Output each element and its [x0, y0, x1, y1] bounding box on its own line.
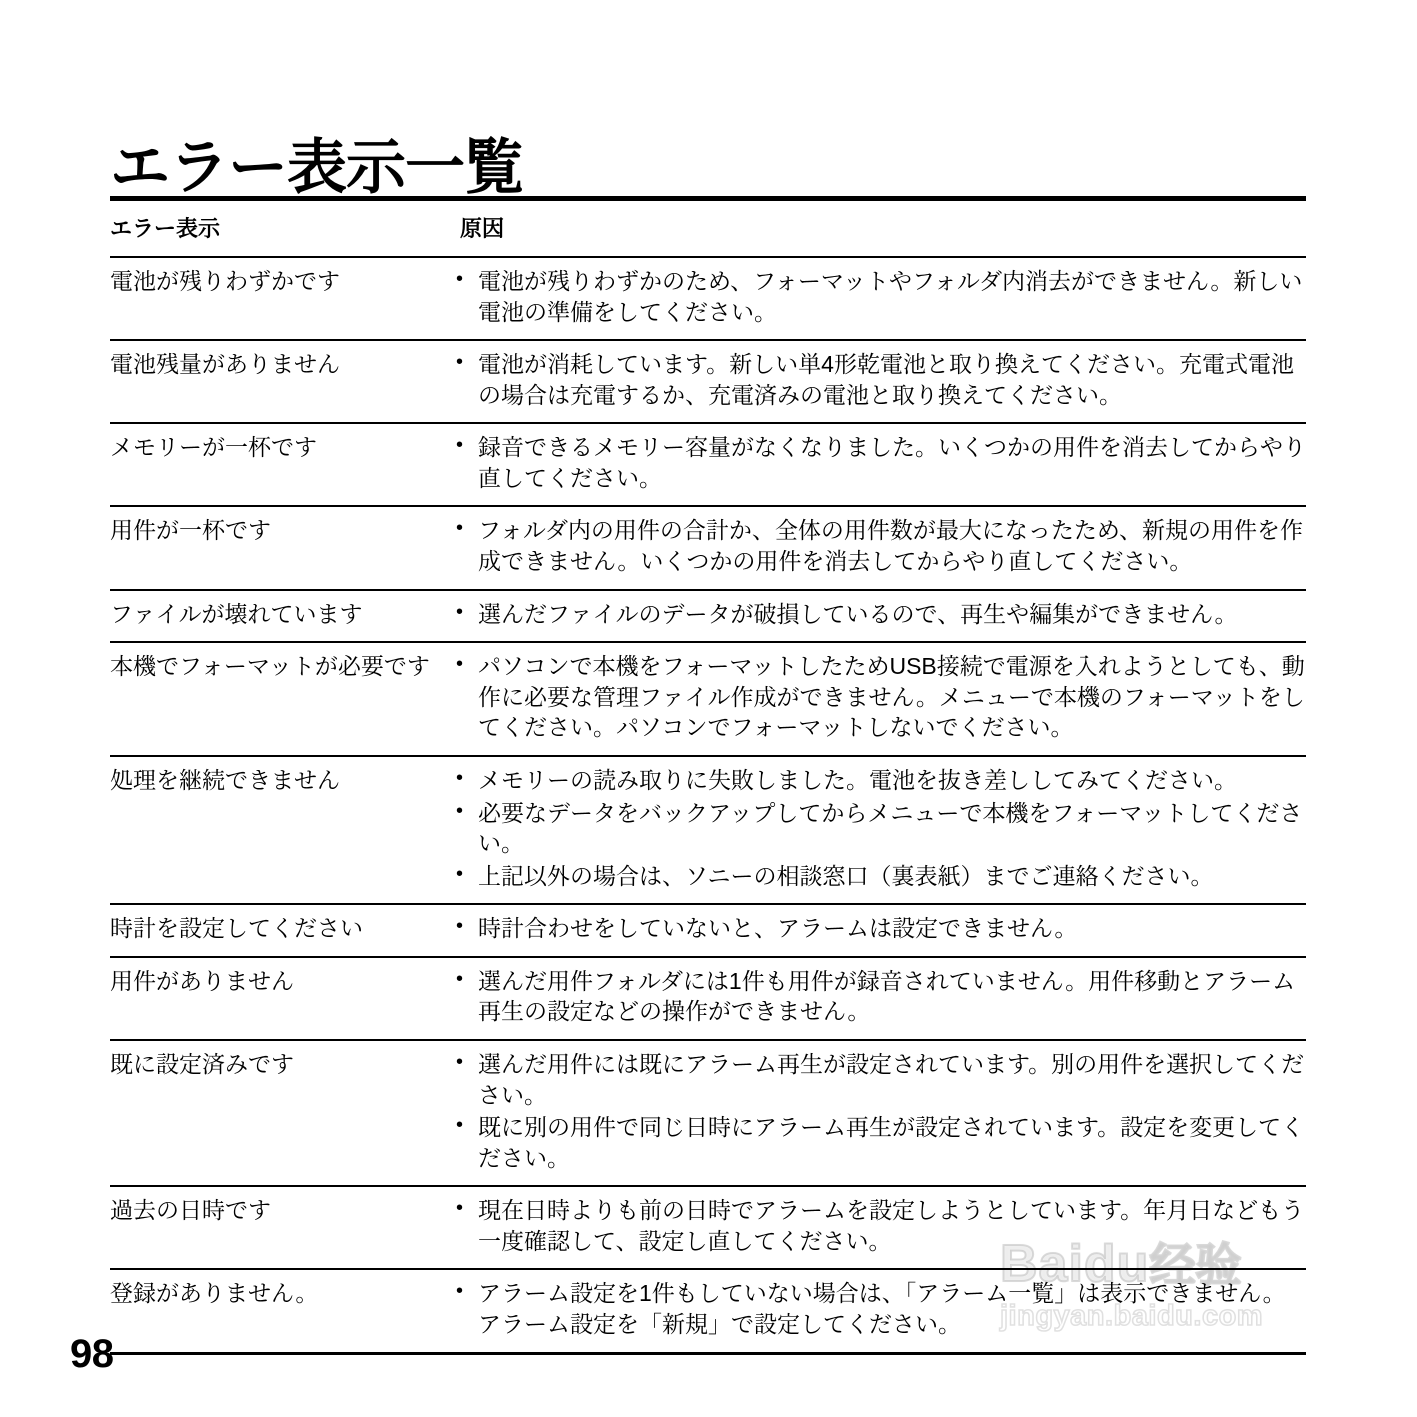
table-row [110, 506, 1306, 589]
table-row [110, 340, 1306, 423]
error-display-label: 電池残量がありません [110, 340, 450, 423]
table-row [110, 423, 1306, 506]
cause-bullet-list [450, 966, 1306, 1027]
error-cause-cell [450, 957, 1306, 1040]
cause-bullet-item: • メモリーの読み取りに失敗しました。電池を抜き差ししてみてください。 [450, 765, 1306, 796]
error-cause-cell [450, 756, 1306, 904]
watermark-brand-text: Baidu [1000, 1235, 1150, 1293]
page-number: 98 [70, 1332, 114, 1376]
cause-bullet-list [450, 349, 1306, 410]
column-header-error-display: エラー表示 [110, 199, 450, 258]
error-display-label: ファイルが壊れています [110, 590, 450, 643]
error-cause-cell [450, 257, 1306, 340]
error-display-label: 本機でフォーマットが必要です [110, 642, 450, 756]
table-row [110, 642, 1306, 756]
watermark-url: jingyan.baidu.com [1000, 1300, 1264, 1332]
error-display-label: 処理を継続できません [110, 756, 450, 904]
error-cause-cell [450, 1040, 1306, 1186]
cause-bullet-list [450, 651, 1306, 743]
cause-bullet-item: • フォルダ内の用件の合計か、全体の用件数が最大になったため、新規の用件を作成できません。いくつかの用件を消去してからやり直してください。 [450, 515, 1306, 576]
cause-bullet-list [450, 515, 1306, 576]
cause-bullet-item: • 電池が残りわずかのため、フォーマットやフォルダ内消去ができません。新しい電池の準備をしてください。 [450, 266, 1306, 327]
error-message-table [110, 196, 1306, 1355]
error-cause-cell [450, 340, 1306, 423]
page-title: エラー表示一覧 [110, 134, 523, 202]
error-display-label: 用件がありません [110, 957, 450, 1040]
cause-bullet-list [450, 1278, 1306, 1339]
cause-bullet-item: • アラーム設定を1件もしていない場合は、「アラーム一覧」は表示できません。アラーム設定を「新規」で設定してください。 [450, 1278, 1306, 1339]
column-header-cause: 原因 [450, 199, 1306, 258]
error-cause-cell [450, 904, 1306, 957]
table-header [110, 199, 1306, 258]
table-header-row [110, 199, 1306, 258]
error-cause-cell [450, 590, 1306, 643]
table-row [110, 590, 1306, 643]
cause-bullet-list [450, 765, 1306, 891]
error-display-label: 過去の日時です [110, 1186, 450, 1269]
table-row [110, 904, 1306, 957]
cause-bullet-item: • 電池が消耗しています。新しい単4形乾電池と取り換えてください。充電式電池の場合は充電するか、充電済みの電池と取り換えてください。 [450, 349, 1306, 410]
cause-bullet-item: • 上記以外の場合は、ソニーの相談窓口（裏表紙）までご連絡ください。 [450, 861, 1306, 892]
cause-bullet-item: • パソコンで本機をフォーマットしたためUSB接続で電源を入れようとしても、動作に必要な管理ファイル作成ができません。メニューで本機のフォーマットをしてください。パソコンでフォーマットしないでください。 [450, 651, 1306, 743]
error-cause-cell [450, 1186, 1306, 1269]
error-display-label: 登録がありません。 [110, 1269, 450, 1353]
error-display-label: 既に設定済みです [110, 1040, 450, 1186]
table-body [110, 257, 1306, 1353]
error-cause-cell [450, 506, 1306, 589]
cause-bullet-list [450, 1049, 1306, 1173]
cause-bullet-list [450, 913, 1306, 944]
error-cause-cell [450, 1269, 1306, 1353]
table-row [110, 1040, 1306, 1186]
cause-bullet-item: • 録音できるメモリー容量がなくなりました。いくつかの用件を消去してからやり直してください。 [450, 432, 1306, 493]
error-display-label: メモリーが一杯です [110, 423, 450, 506]
cause-bullet-list [450, 266, 1306, 327]
table-row [110, 1186, 1306, 1269]
error-display-label: 用件が一杯です [110, 506, 450, 589]
cause-bullet-item: • 必要なデータをバックアップしてからメニューで本機をフォーマットしてください。 [450, 798, 1306, 859]
watermark-brand-cn: 经验 [1149, 1239, 1242, 1291]
cause-bullet-list [450, 432, 1306, 493]
table-row [110, 257, 1306, 340]
cause-bullet-item: • 時計合わせをしていないと、アラームは設定できません。 [450, 913, 1306, 944]
cause-bullet-item: • 選んだ用件フォルダには1件も用件が録音されていません。用件移動とアラーム再生の設定などの操作ができません。 [450, 966, 1306, 1027]
table-row [110, 756, 1306, 904]
cause-bullet-list [450, 1195, 1306, 1256]
cause-bullet-item: • 既に別の用件で同じ日時にアラーム再生が設定されています。設定を変更してください。 [450, 1112, 1306, 1173]
cause-bullet-list [450, 599, 1306, 630]
error-cause-cell [450, 423, 1306, 506]
error-cause-cell [450, 642, 1306, 756]
table-row [110, 1269, 1306, 1353]
table-row [110, 957, 1306, 1040]
cause-bullet-item: • 現在日時よりも前の日時でアラームを設定しようとしています。年月日などもう一度確認して、設定し直してください。 [450, 1195, 1306, 1256]
cause-bullet-item: • 選んだファイルのデータが破損しているので、再生や編集ができません。 [450, 599, 1306, 630]
cause-bullet-item: • 選んだ用件には既にアラーム再生が設定されています。別の用件を選択してください。 [450, 1049, 1306, 1110]
error-display-label: 時計を設定してください [110, 904, 450, 957]
error-display-label: 電池が残りわずかです [110, 257, 450, 340]
